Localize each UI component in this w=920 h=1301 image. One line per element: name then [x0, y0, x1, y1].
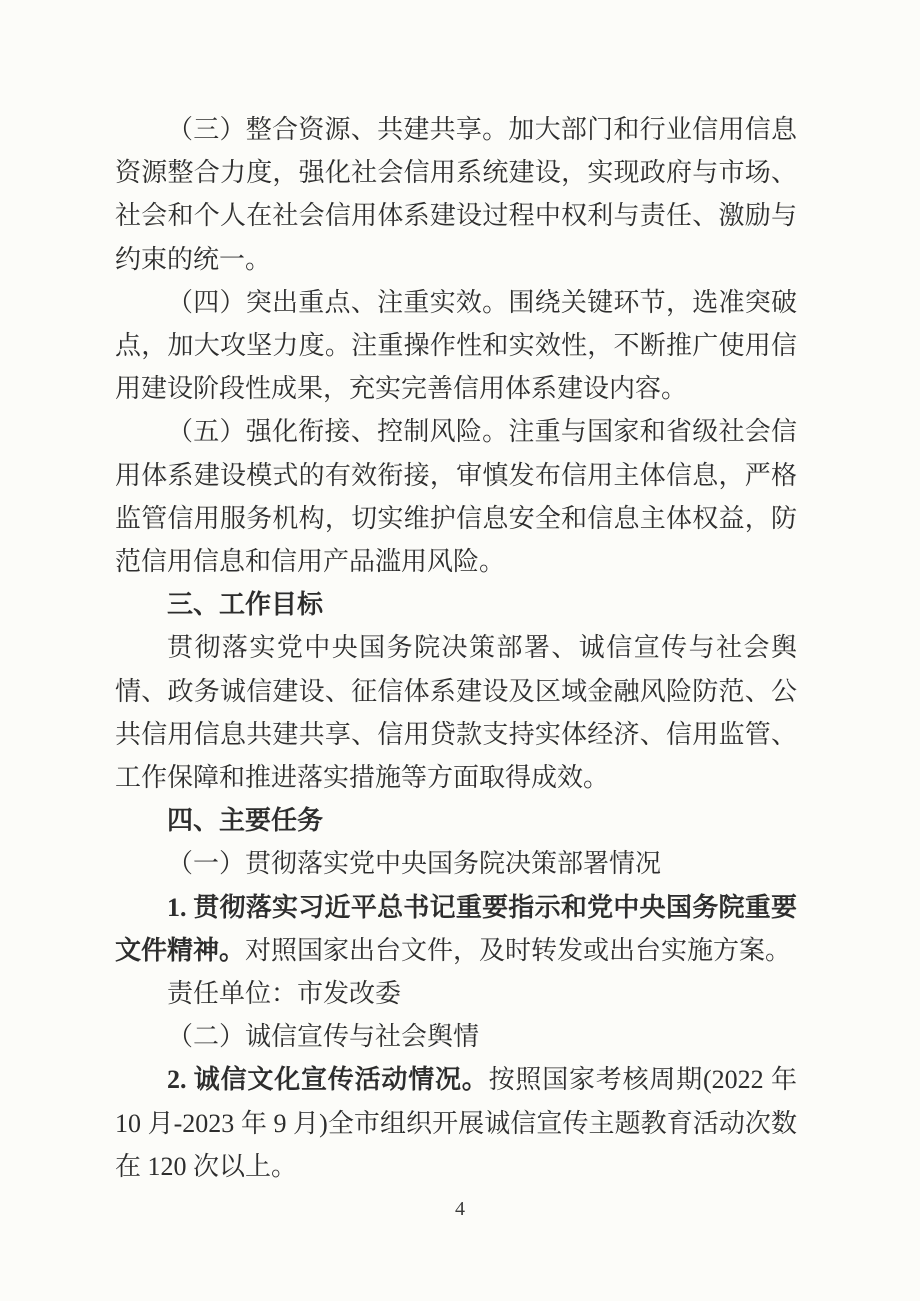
section-heading-work-goals	[115, 583, 797, 626]
subsection-heading-1-text: （一）贯彻落实党中央国务院决策部署情况	[167, 849, 662, 879]
document-body	[115, 108, 797, 1188]
clause-paragraph-3	[115, 108, 797, 281]
clause-paragraph-4	[115, 281, 797, 411]
work-goals-paragraph	[115, 626, 797, 799]
clause-paragraph-5	[115, 410, 797, 583]
clause-paragraph-3-text: （三）整合资源、共建共享。加大部门和行业信用信息资源整合力度，强化社会信用系统建设，实现政府与市场、社会和个人在社会信用体系建设过程中权利与责任、激励与约束的统一。	[115, 115, 797, 274]
task-item-2	[115, 1058, 797, 1188]
responsible-unit-line	[115, 972, 797, 1015]
task-item-1-bold-lead: 1. 贯彻落实习近平总书记重要指示和党中央国务院重要文件精神。	[115, 892, 797, 965]
work-goals-paragraph-text: 贯彻落实党中央国务院决策部署、诚信宣传与社会舆情、政务诚信建设、征信体系建设及区域金融风险防范、公共信用信息共建共享、信用贷款支持实体经济、信用监管、工作保障和推进落实措施等方面取得成效。	[115, 633, 797, 793]
subsection-heading-2	[115, 1015, 797, 1058]
clause-paragraph-5-text: （五）强化衔接、控制风险。注重与国家和省级社会信用体系建设模式的有效衔接，审慎发布信用主体信息，严格监管信用服务机构，切实维护信息安全和信息主体权益，防范信用信息和信用产品滥用风险。	[115, 417, 797, 577]
subsection-heading-2-text: （二）诚信宣传与社会舆情	[167, 1022, 480, 1052]
page-number: 4	[455, 1198, 465, 1220]
section-heading-work-goals-text: 三、工作目标	[167, 589, 324, 620]
clause-paragraph-4-text: （四）突出重点、注重实效。围绕关键环节，选准突破点，加大攻坚力度。注重操作性和实效性，不断推广使用信用建设阶段性成果，充实完善信用体系建设内容。	[115, 287, 797, 404]
task-item-2-text: 按照国家考核周期(2022 年 10 月-2023 年 9 月)全市组织开展诚信宣传主题教育活动次数在 120 次以上。	[115, 1065, 797, 1181]
subsection-heading-1	[115, 842, 797, 885]
responsible-unit-text: 责任单位：市发改委	[167, 979, 402, 1009]
task-item-1	[115, 886, 797, 972]
section-heading-main-tasks-text: 四、主要任务	[167, 805, 324, 836]
task-item-2-bold-lead: 2. 诚信文化宣传活动情况。	[167, 1065, 489, 1095]
task-item-1-text: 对照国家出台文件，及时转发或出台实施方案。	[245, 935, 792, 965]
section-heading-main-tasks	[115, 799, 797, 842]
